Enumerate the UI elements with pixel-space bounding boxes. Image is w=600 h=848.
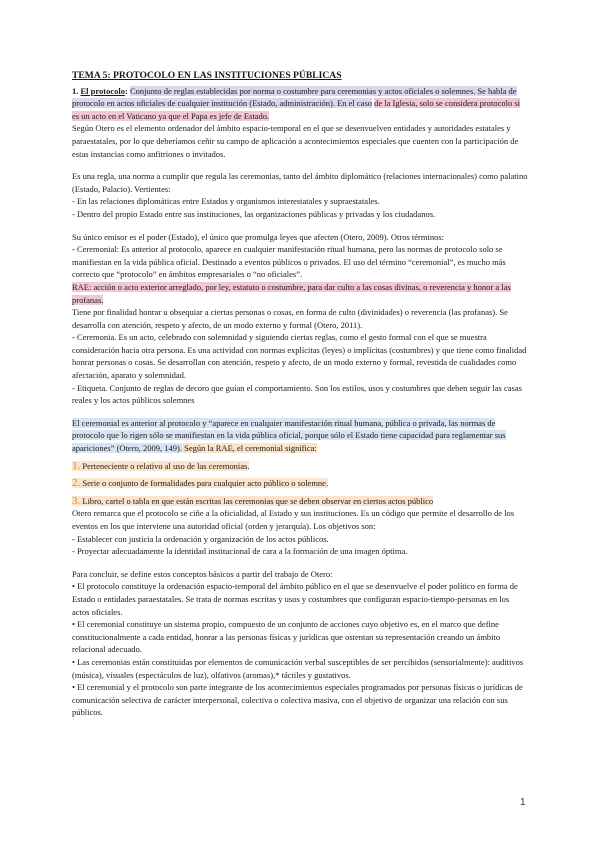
- ceremonial-term: - Ceremonial: Es anterior al protocolo, aparece en cualquier manifestación ritual humana, pero las normas de protocolo solo se manifiestan en la vida pública oficial. Destinado a eventos públicos o privados. El uso del término “ceremonial”, es mucho más correcto que “protocolo” en ámbitos empresariales o “no oficiales”.: [72, 244, 506, 280]
- rae-def-item: 3. Libro, cartel o tabla en que están escritas las ceremonias que se deben observar en ciertos actos público: [72, 494, 434, 507]
- ceremonial-quote-highlight: El ceremonial es anterior al protocolo y “aparece en cualquier manifestación ritual humana, pública o privada, las normas de protocolo que lo rigen sólo se manifiestan en la vida pública oficial, porque sólo el Estado tiene capacidad para reglamentar sus apariciones” (Otero, 2009, 149).: [72, 417, 506, 454]
- ceremonial-section: [72, 417, 528, 455]
- emisor-paragraph: Su único emisor es el poder (Estado), el único que promulga leyes que afecten (Otero, 2009). Otros términos:: [72, 231, 445, 242]
- finalidad-paragraph: Tiene por finalidad honrar u obsequiar a ciertas personas o cosas, en forma de culto (divinidades) o reverencia (las profanas). Se desarrolla con atención, respeto y afecto, de un modo externo y formal (Otero, 2011).: [72, 307, 508, 330]
- rae-def-item: 1. Perteneciente o relativo al uso de las ceremonias.: [72, 459, 250, 472]
- conclusion-bullet: • Las ceremonias están constituidas por elementos de comunicación verbal susceptibles de ser percibidos (sensorialmente): auditivos (música), visuales (espectáculos de luz), olfativos (aromas),* táctiles y gustativos.: [72, 656, 524, 680]
- page-number: 1: [520, 797, 526, 808]
- ceremonia-term: - Ceremonia. Es un acto, celebrado con solemnidad y siguiendo ciertas reglas, como el gesto formal con el que se muestra consideración hacia otra persona. Es una actividad con normas explícitas (leyes) o implícitas (costumbres) y que tiene como finalidad honrar personas o cosas. Se desarrollan con atención, respeto y afecto, de un modo externo y formal, revestida de cualidades como afectación, aparato y solemnidad.: [72, 332, 527, 381]
- def-number: 2.: [72, 477, 81, 490]
- regla-paragraph: Es una regla, una norma a cumplir que regula las ceremonias, tanto del ámbito diplomático (relaciones internacionales) como palatino (Estado, Palacio). Vertientes:: [72, 171, 528, 194]
- def-number: 1.: [72, 459, 81, 472]
- rae-def-item: 2. Serie o conjunto de formalidades para cualquier acto público o solemne.: [72, 477, 329, 490]
- protocolo-definition: 1. El protocolo: Conjunto de reglas establecidas por norma o costumbre para ceremonias y actos oficiales o solemnes. Se habla de protocolo en actos oficiales de cualquier institución (Estado, administración). En el caso de la Iglesia, solo se considera protocolo si es un acto en el Vaticano ya que el Papa es jefe de Estado.: [72, 85, 521, 121]
- conclusion-bullet: • El protocolo constituye la ordenación espacio-temporal del ámbito público en el que se desenvuelve el poder político en forma de Estado o entidades paraestatales. Se trata de normas escritas y usos y costumbres que configuran espacio-tiempo-personas en los actos oficiales.: [72, 581, 518, 617]
- iglesia-highlight: de la Iglesia, solo se considera protocolo si es un acto en el Vaticano ya que el Papa es jefe de Estado.: [72, 98, 521, 121]
- rae-highlight: RAE: acción o acto exterior arreglado, por ley, estatuto o costumbre, para dar culto a las cosas divinas, o reverencia y honor a las profanas.: [72, 281, 511, 305]
- objetivo-item: - Establecer con justicia la ordenación y organización de los actos públicos.: [72, 533, 329, 544]
- conclusion-bullet: • El ceremonial constituye un sistema propio, compuesto de un conjunto de acciones cuyo objetivo es, en el marco que define constitucionalmente a cada entidad, honrar a las personas físicas y jurídicas que ostentan su representación creando un ámbito relacional adecuado.: [72, 619, 501, 655]
- rae-lead-highlight: Según la RAE, el ceremonial significa:: [182, 443, 317, 454]
- rae-definition: [72, 281, 528, 306]
- otero-paragraph: Según Otero es el elemento ordenador del ámbito espacio-temporal en el que se desenvuelven entidades y autoridades estatales y paraestatales, por lo que deberíamos ceñir su campo de aplicación a acontecimientos especiales que cuenten con la participación de estas instancias como anfitriones o invitados.: [72, 123, 519, 159]
- definition-highlight: Conjunto de reglas establecidas por norma o costumbre para ceremonias y actos oficiales o solemnes. Se habla de protocolo en actos oficiales de cualquier institución (Estado, administración). En el caso: [72, 85, 517, 109]
- vertiente-item: - En las relaciones diplomáticas entre Estados y organismos interestatales y supraestatales.: [72, 196, 380, 207]
- objetivo-item: - Proyectar adecuadamente la identidad institucional de cara a la formación de una imagen óptima.: [72, 546, 408, 557]
- otero-objetivos: Otero remarca que el protocolo se ciñe a la oficialidad, al Estado y sus instituciones. Es un código que permite el desarrollo de los eventos en los que interviene una autoridad oficial (orden y jerarquía). Los objetivos son:: [72, 508, 515, 531]
- vertiente-item: - Dentro del propio Estado entre sus instituciones, las organizaciones públicas y privadas y los ciudadanos.: [72, 208, 436, 219]
- conclusion-bullet: • El ceremonial y el protocolo son parte integrante de los acontecimientos especiales programados por personas físicas o jurídicas de comunicación selectiva de carácter interpersonal, colectiva o colectiva masiva, con el objetivo de organizar una relación con sus públicos.: [72, 682, 523, 718]
- conclusion-intro: Para concluir, se define estos conceptos básicos a partir del trabajo de Otero:: [72, 568, 333, 579]
- document-page: [72, 70, 528, 719]
- etiqueta-term: - Etiqueta. Conjunto de reglas de decoro que guían el comportamiento. Son los estilos, usos y costumbres que deben seguir las casas reales y los actos públicos solemnes: [72, 382, 522, 406]
- def-number: 3.: [72, 494, 81, 507]
- page-title: TEMA 5: PROTOCOLO EN LAS INSTITUCIONES PÚBLICAS: [72, 70, 342, 81]
- term-protocolo: El protocolo: [80, 85, 125, 96]
- section-number: 1: [72, 85, 77, 96]
